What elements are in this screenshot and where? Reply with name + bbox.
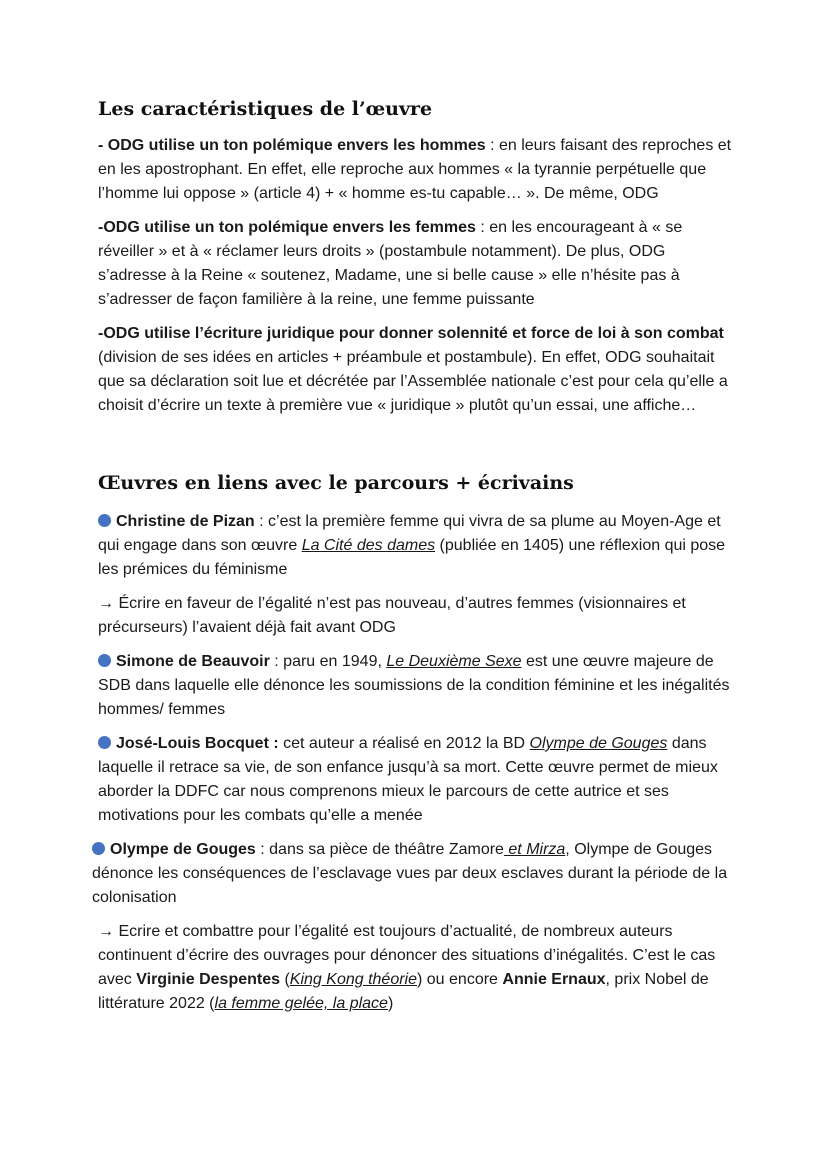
author-name: Olympe de Gouges xyxy=(110,841,256,858)
arrow-note-1 xyxy=(98,592,738,640)
arrow-note-2 xyxy=(98,920,738,1016)
entry-pizan xyxy=(98,510,738,582)
bold-lead: -ODG utilise un ton polémique envers les femmes xyxy=(98,219,476,236)
note-text: ) ou encore xyxy=(417,971,503,988)
bullet-dot-icon xyxy=(98,736,111,749)
entry-text: : dans sa pièce de théâtre Zamore xyxy=(255,841,504,858)
entry-text: : c’est la première femme qui vivra de sa plume au Moyen-Age et qui engage dans son œuvre xyxy=(98,513,721,554)
work-title: Olympe de Gouges xyxy=(529,735,668,752)
section-title-characteristics: Les caractéristiques de l’œuvre xyxy=(98,98,433,120)
author-name: José-Louis Bocquet : xyxy=(116,735,279,752)
bold-lead: -ODG utilise l’écriture juridique pour donner solennité et force de loi à son combat xyxy=(98,325,724,342)
section-title-works: Œuvres en liens avec le parcours + écrivains xyxy=(98,472,574,494)
note-text: ( xyxy=(280,971,290,988)
work-title: Le Deuxième Sexe xyxy=(386,653,522,670)
work-title: et Mirza xyxy=(503,841,566,858)
entry-text: dans laquelle il retrace sa vie, de son enfance jusqu’à sa mort. Cette œuvre permet de mieux aborder la DDFC car nous comprenons mieux le parcours de cette autrice et ses motivations pour les combats qu’elle a menée xyxy=(98,735,718,824)
work-title: King Kong théorie xyxy=(289,971,417,988)
work-title: La Cité des dames xyxy=(301,537,436,554)
document-page xyxy=(92,96,738,1026)
arrow-right-icon: → xyxy=(98,595,114,612)
bullet-dot-icon xyxy=(98,514,111,527)
paragraph-legal-writing xyxy=(98,322,738,418)
author-name: Simone de Beauvoir xyxy=(116,653,270,670)
paragraph-tone-men xyxy=(98,134,738,206)
bullet-dot-icon xyxy=(98,654,111,667)
bold-lead: - ODG utilise un ton polémique envers les hommes xyxy=(98,137,486,154)
note-text: , prix Nobel de littérature 2022 ( xyxy=(98,971,709,1012)
entry-text: (publiée en 1405) une réflexion qui pose les prémices du féminisme xyxy=(98,537,726,578)
entry-gouges xyxy=(92,838,738,910)
entry-text: cet auteur a réalisé en 2012 la BD xyxy=(278,735,530,752)
note-text: ) xyxy=(387,995,394,1012)
arrow-right-icon: → xyxy=(98,923,114,940)
paragraph-text: : en les encourageant à « se réveiller » et à « réclamer leurs droits » (postambule notamment). De plus, ODG s’adresse à la Reine « soutenez, Madame, une si belle cause » elle n’hésite pas à s’adresser de façon familière à la reine, une femme puissante xyxy=(98,219,683,308)
work-title: la femme gelée, la place xyxy=(214,995,388,1012)
paragraph-text: : en leurs faisant des reproches et en les apostrophant. En effet, elle reproche aux hommes « la tyrannie perpétuelle que l’homme lui oppose » (article 4) + « homme es-tu capable… ». De même, ODG xyxy=(98,137,732,202)
entry-text: : paru en 1949, xyxy=(269,653,387,670)
bullet-dot-icon xyxy=(92,842,105,855)
entry-bocquet xyxy=(98,732,738,828)
paragraph-text: (division de ses idées en articles + préambule et postambule). En effet, ODG souhaitait que sa déclaration soit lue et décrétée par l’Assemblée nationale c’est pour cela qu’elle a choisit d’écrire un texte à première vue « juridique » plutôt qu’un essai, une affiche… xyxy=(98,349,728,414)
entry-beauvoir xyxy=(98,650,738,722)
author-name: Virginie Despentes xyxy=(136,971,281,988)
note-text: Écrire en faveur de l’égalité n’est pas nouveau, d’autres femmes (visionnaires et précurseurs) l’avaient déjà fait avant ODG xyxy=(98,595,686,636)
author-name: Annie Ernaux xyxy=(502,971,606,988)
entry-text: , Olympe de Gouges dénonce les conséquences de l’esclavage vues par deux esclaves durant la période de la colonisation xyxy=(92,841,728,906)
author-name: Christine de Pizan xyxy=(116,513,255,530)
paragraph-tone-women xyxy=(98,216,738,312)
note-text: Ecrire et combattre pour l’égalité est toujours d’actualité, de nombreux auteurs continuent d’écrire des ouvrages pour dénoncer des situations d’inégalités. C’est le cas avec xyxy=(98,923,716,988)
entry-text: est une œuvre majeure de SDB dans laquelle elle dénonce les soumissions de la condition féminine et les inégalités hommes/ femmes xyxy=(98,653,730,718)
